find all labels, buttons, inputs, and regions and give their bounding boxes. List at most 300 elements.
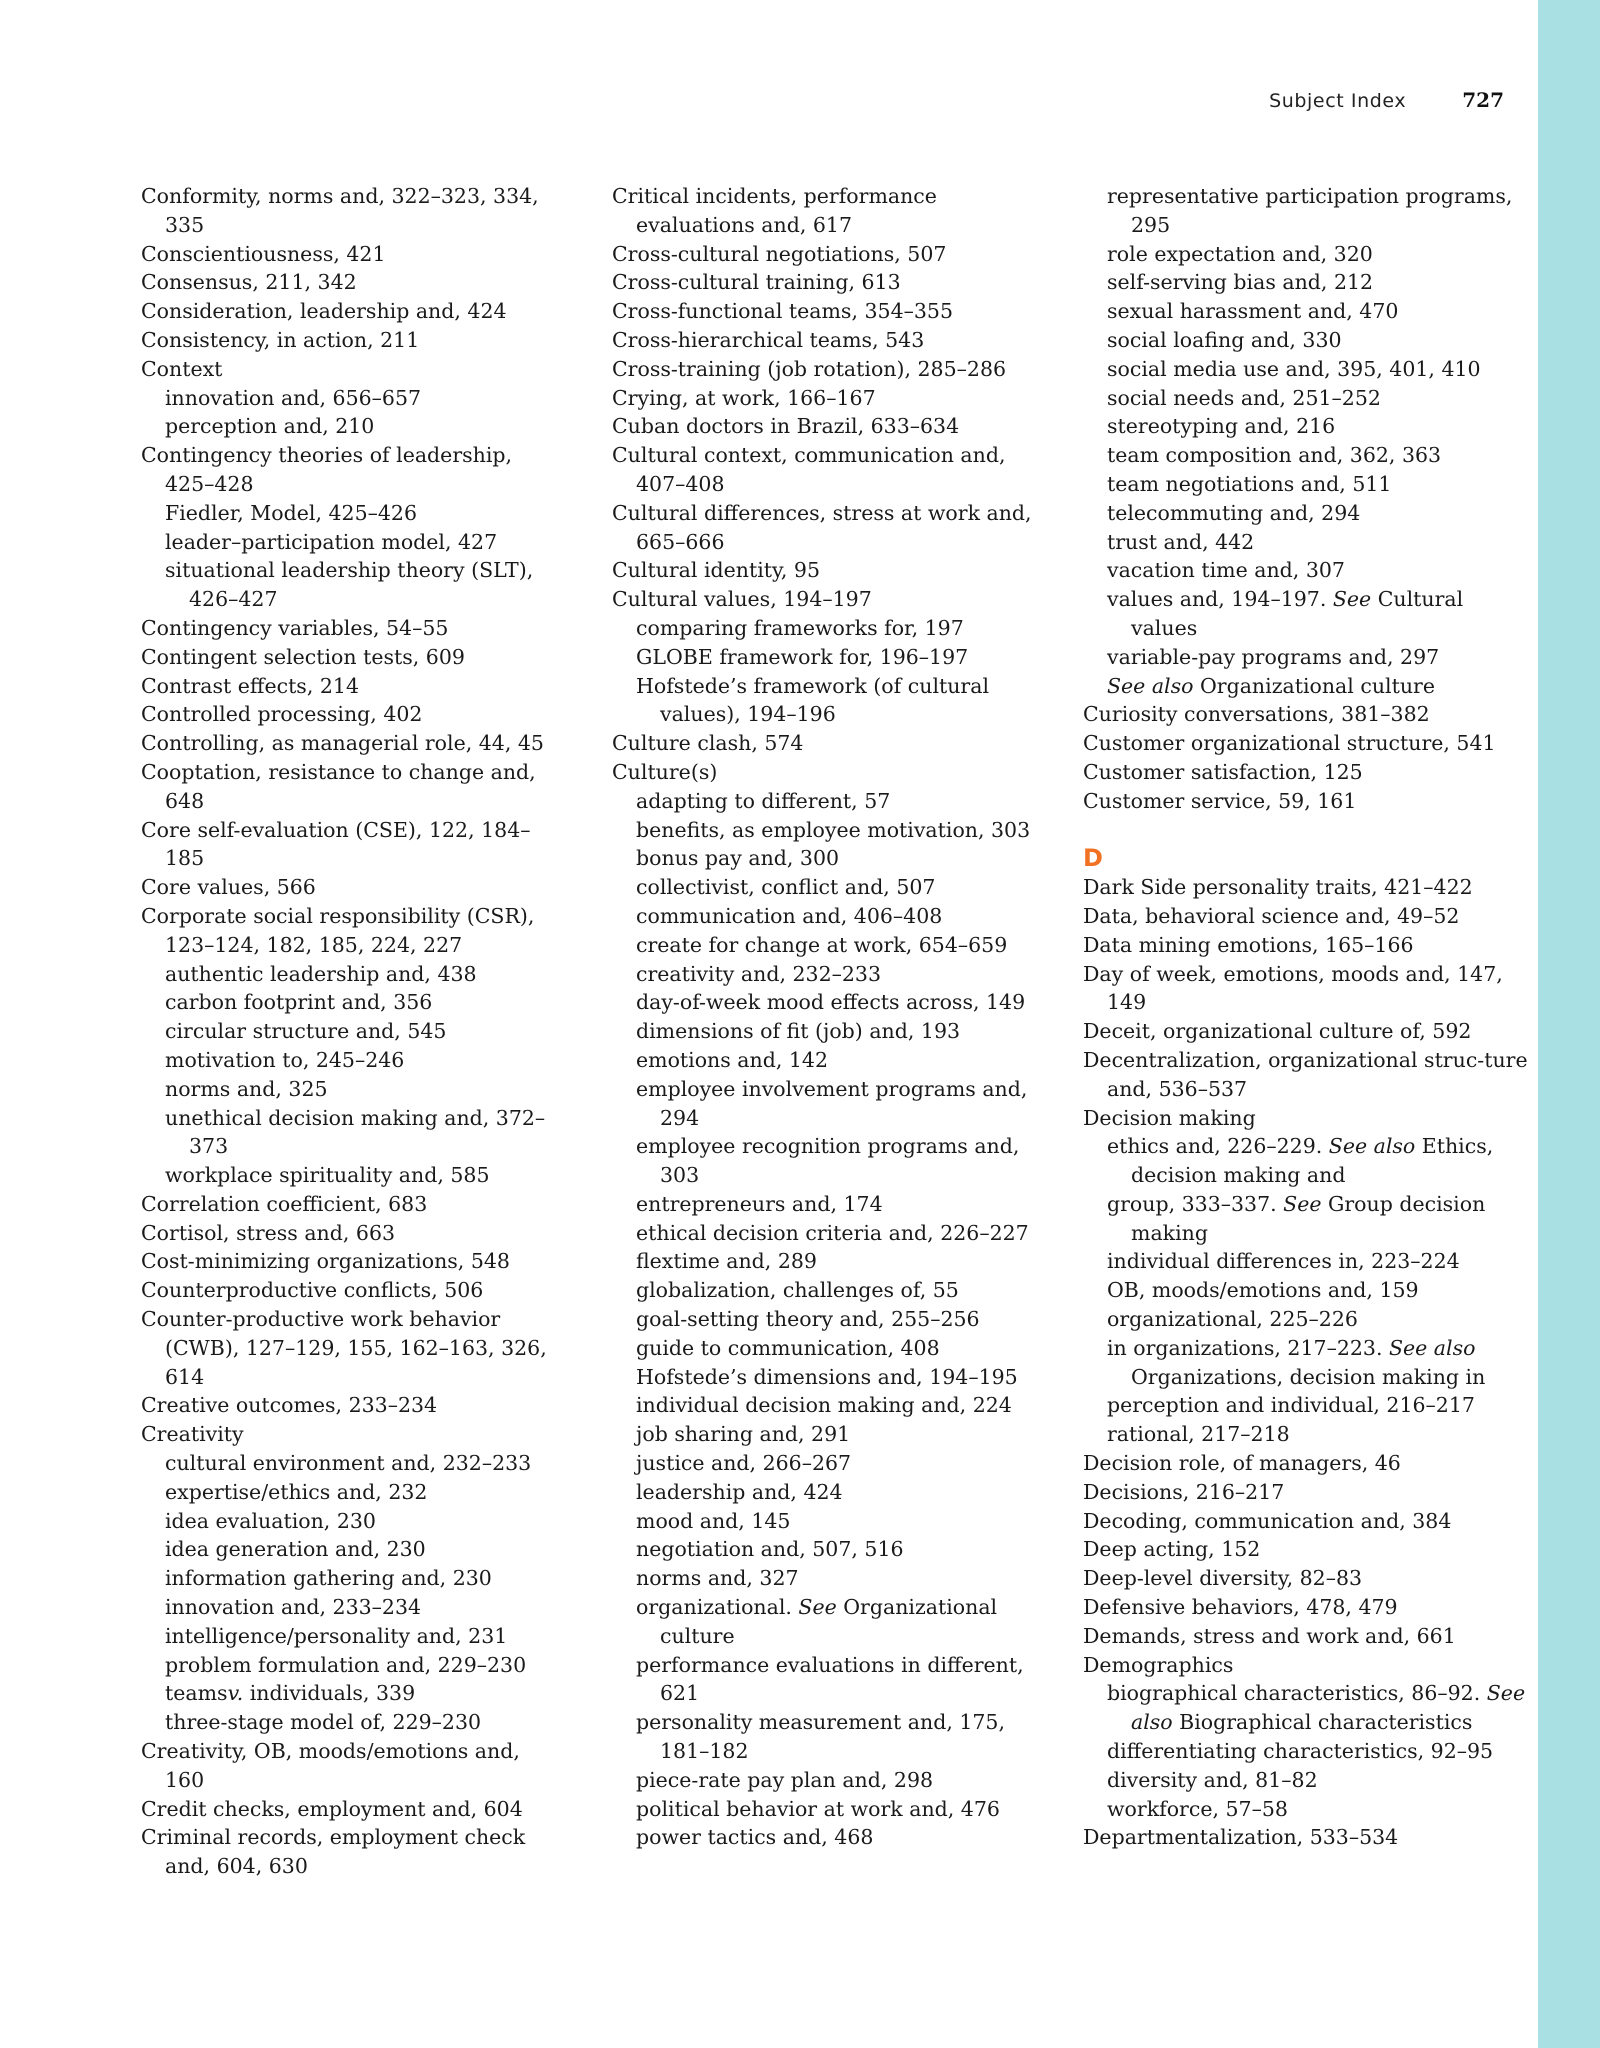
index-subentry <box>1083 240 1528 269</box>
index-subentry <box>612 1276 1047 1305</box>
entry-text: Culture clash, 574 <box>612 731 804 756</box>
index-entry <box>1083 1507 1528 1536</box>
index-entry <box>612 441 1047 499</box>
entry-text: Demographics <box>1083 1652 1234 1677</box>
entry-text: Conscientiousness, 421 <box>141 241 386 266</box>
index-subentry <box>612 1535 1047 1564</box>
index-subentry <box>612 844 1047 873</box>
index-subentry <box>141 988 561 1017</box>
index-subentry <box>1083 1305 1528 1334</box>
entry-text: ethical decision criteria and, 226–227 <box>636 1220 1029 1245</box>
entry-text: Cross-cultural training, 613 <box>612 270 901 295</box>
entry-text: bonus pay and, 300 <box>636 846 840 871</box>
entry-text: individual decision making and, 224 <box>636 1393 1012 1418</box>
entry-text: Cultural identity, 95 <box>612 558 821 583</box>
entry-text: stereotyping and, 216 <box>1107 414 1336 439</box>
entry-text: Hofstede’s dimensions and, 194–195 <box>636 1364 1018 1389</box>
index-subentry <box>612 787 1047 816</box>
entry-text: Customer satisfaction, 125 <box>1083 759 1363 784</box>
index-entry <box>141 355 561 384</box>
index-subentry <box>141 960 561 989</box>
index-entry <box>612 758 1047 787</box>
index-subentry <box>612 1363 1047 1392</box>
index-subentry <box>1083 1190 1528 1248</box>
index-entry <box>141 729 561 758</box>
index-entry <box>612 556 1047 585</box>
entry-text: norms and, 327 <box>636 1566 799 1591</box>
index-subentry <box>612 1017 1047 1046</box>
entry-text: Controlling, as managerial role, 44, 45 <box>141 731 544 756</box>
entry-text: circular structure and, 545 <box>165 1019 447 1044</box>
entry-text: three-stage model of, 229–230 <box>165 1710 482 1735</box>
index-entry <box>141 643 561 672</box>
entry-text: leader–participation model, 427 <box>165 529 498 554</box>
index-subentry <box>612 1795 1047 1824</box>
index-subentry <box>612 902 1047 931</box>
index-subentry <box>141 1593 561 1622</box>
index-subentry <box>612 1305 1047 1334</box>
entry-text: Deep acting, 152 <box>1083 1537 1261 1562</box>
index-subentry <box>612 1766 1047 1795</box>
index-subentry <box>1083 326 1528 355</box>
index-subentry <box>612 816 1047 845</box>
entry-text: Cooptation, resistance to change and, 648 <box>141 759 536 813</box>
index-subentry <box>141 1507 561 1536</box>
index-subentry <box>1083 441 1528 470</box>
entry-text: Day of week, emotions, moods and, 147, 149 <box>1083 961 1503 1015</box>
index-subentry <box>612 1334 1047 1363</box>
index-entry <box>1083 1823 1528 1852</box>
index-column-3 <box>1083 182 1528 1852</box>
entry-text: justice and, 266–267 <box>636 1451 852 1476</box>
index-entry <box>141 1737 561 1795</box>
index-subentry <box>612 1132 1047 1190</box>
entry-text: social needs and, 251–252 <box>1107 385 1381 410</box>
index-subentry <box>612 1247 1047 1276</box>
index-entry <box>1083 873 1528 902</box>
entry-text: rational, 217–218 <box>1107 1422 1290 1447</box>
index-entry <box>612 182 1047 240</box>
index-subentry <box>1083 556 1528 585</box>
entry-text: GLOBE framework for, 196–197 <box>636 644 969 669</box>
index-subentry <box>612 1478 1047 1507</box>
entry-text: vacation time and, 307 <box>1107 558 1345 583</box>
index-subentry <box>612 1420 1047 1449</box>
entry-text: Dark Side personality traits, 421–422 <box>1083 875 1473 900</box>
entry-text: piece-rate pay plan and, 298 <box>636 1767 934 1792</box>
entry-text: values and, 194–197. <box>1107 587 1333 612</box>
entry-text: Core values, 566 <box>141 875 316 900</box>
index-entry <box>141 297 561 326</box>
entry-text: individual differences in, 223–224 <box>1107 1249 1460 1274</box>
entry-text: Corporate social responsibility (CSR), 123–124, 182, 185, 224, 227 <box>141 903 535 957</box>
index-entry <box>1083 1535 1528 1564</box>
entry-text: Creativity <box>141 1422 244 1447</box>
index-subentry <box>1083 384 1528 413</box>
entry-text: sexual harassment and, 470 <box>1107 299 1399 324</box>
index-subentry <box>612 1075 1047 1133</box>
index-entry <box>1083 1651 1528 1680</box>
index-entry <box>1083 1622 1528 1651</box>
entry-text: Cultural differences, stress at work and, 665–666 <box>612 500 1032 554</box>
index-subentry <box>612 1708 1047 1766</box>
entry-text: Correlation coefficient, 683 <box>141 1191 428 1216</box>
entry-text: Counterproductive conflicts, 506 <box>141 1278 484 1303</box>
cross-reference-label: See <box>1283 1191 1322 1216</box>
entry-text: problem formulation and, 229–230 <box>165 1652 527 1677</box>
index-subentry <box>141 1449 561 1478</box>
index-subentry <box>1083 672 1528 701</box>
index-subentry <box>1083 355 1528 384</box>
entry-text: performance evaluations in different, 621 <box>636 1652 1024 1706</box>
index-entry <box>141 672 561 701</box>
index-entry <box>141 700 561 729</box>
index-subentry <box>141 1104 561 1162</box>
index-subentry <box>612 1593 1047 1651</box>
entry-text: Decisions, 216–217 <box>1083 1479 1285 1504</box>
entry-text: Consistency, in action, 211 <box>141 327 420 352</box>
index-subentry <box>141 1679 561 1708</box>
entry-text: Criminal records, employment check and, 604, 630 <box>141 1825 526 1879</box>
entry-text: expertise/ethics and, 232 <box>165 1479 428 1504</box>
index-subentry <box>141 412 561 441</box>
index-entry <box>612 729 1047 758</box>
index-subentry <box>612 1651 1047 1709</box>
entry-text: information gathering and, 230 <box>165 1566 492 1591</box>
index-entry <box>141 873 561 902</box>
cross-reference-target: Ethics, decision making and <box>1131 1134 1494 1188</box>
entry-text: representative participation programs, 295 <box>1107 184 1513 237</box>
cross-reference-target: Biographical characteristics <box>1172 1710 1473 1735</box>
entry-text: guide to communication, 408 <box>636 1335 940 1360</box>
running-head-section: Subject Index <box>1269 90 1407 112</box>
entry-text: emotions and, 142 <box>636 1047 828 1072</box>
index-column-1 <box>141 182 561 1881</box>
entry-text: Curiosity conversations, 381–382 <box>1083 702 1430 727</box>
index-entry <box>1083 931 1528 960</box>
index-entry <box>141 1795 561 1824</box>
entry-text: telecommuting and, 294 <box>1107 500 1361 525</box>
index-subentry <box>141 1075 561 1104</box>
index-subentry <box>1083 1391 1528 1420</box>
index-subentry <box>141 1651 561 1680</box>
index-subentry <box>141 1622 561 1651</box>
index-entry <box>1083 1046 1528 1104</box>
index-entry <box>1083 1478 1528 1507</box>
entry-text: organizational, 225–226 <box>1107 1307 1358 1332</box>
index-subentry <box>141 1564 561 1593</box>
index-subentry <box>1083 182 1528 240</box>
index-entry <box>612 384 1047 413</box>
index-subentry <box>612 1046 1047 1075</box>
index-subentry <box>141 384 561 413</box>
entry-text: Data, behavioral science and, 49–52 <box>1083 903 1460 928</box>
entry-text: Credit checks, employment and, 604 <box>141 1796 523 1821</box>
entry-text: Consideration, leadership and, 424 <box>141 299 507 324</box>
index-entry <box>1083 902 1528 931</box>
index-subentry <box>141 1708 561 1737</box>
entry-text: teams <box>165 1681 228 1706</box>
entry-text: globalization, challenges of, 55 <box>636 1278 959 1303</box>
index-entry <box>141 1276 561 1305</box>
entry-text: in organizations, 217–223. <box>1107 1335 1389 1360</box>
entry-text: role expectation and, 320 <box>1107 241 1373 266</box>
entry-text: Cortisol, stress and, 663 <box>141 1220 396 1245</box>
entry-text: Decision making <box>1083 1105 1256 1130</box>
entry-text: situational leadership theory (SLT), 426–427 <box>165 558 534 612</box>
index-subentry <box>1083 1420 1528 1449</box>
entry-text: norms and, 325 <box>165 1076 328 1101</box>
index-subentry <box>1083 643 1528 672</box>
cross-reference-label: See <box>798 1595 837 1620</box>
index-entry <box>1083 1564 1528 1593</box>
entry-text: Contingent selection tests, 609 <box>141 644 465 669</box>
index-entry <box>1083 1593 1528 1622</box>
index-entry <box>141 268 561 297</box>
index-subentry <box>1083 585 1528 643</box>
index-subentry <box>612 931 1047 960</box>
entry-text: team negotiations and, 511 <box>1107 471 1392 496</box>
entry-text: Cross-functional teams, 354–355 <box>612 299 953 324</box>
entry-text: Context <box>141 356 223 381</box>
index-subentry <box>612 1190 1047 1219</box>
entry-text: day-of-week mood effects across, 149 <box>636 990 1026 1015</box>
entry-text: create for change at work, 654–659 <box>636 932 1008 957</box>
index-entry <box>141 182 561 240</box>
entry-text: workforce, 57–58 <box>1107 1796 1288 1821</box>
index-subentry <box>1083 268 1528 297</box>
cross-reference-target: Cultural values <box>1131 587 1464 640</box>
cross-reference-label: See also <box>1107 673 1194 698</box>
index-subentry <box>1083 1795 1528 1824</box>
entry-text: social loafing and, 330 <box>1107 327 1342 352</box>
index-subentry <box>1083 1766 1528 1795</box>
entry-text: Deep-level diversity, 82–83 <box>1083 1566 1363 1591</box>
cross-reference-label: See also <box>1131 1681 1526 1735</box>
index-subentry <box>1083 1276 1528 1305</box>
index-subentry <box>141 1017 561 1046</box>
entry-text: Core self-evaluation (CSE), 122, 184–185 <box>141 817 531 871</box>
cross-reference-label: See also <box>1328 1134 1416 1159</box>
index-entry <box>141 326 561 355</box>
entry-text: Conformity, norms and, 322–323, 334, 335 <box>141 184 539 237</box>
entry-text: Creativity, OB, moods/emotions and, 160 <box>141 1739 520 1792</box>
index-subentry <box>1083 1334 1528 1392</box>
entry-text: Demands, stress and work and, 661 <box>1083 1623 1456 1648</box>
index-subentry <box>612 1219 1047 1248</box>
entry-text: flextime and, 289 <box>636 1249 817 1274</box>
entry-text: Cultural values, 194–197 <box>612 587 872 612</box>
index-entry <box>141 1305 561 1391</box>
entry-text: perception and, 210 <box>165 414 375 439</box>
index-entry <box>612 268 1047 297</box>
entry-text: entrepreneurs and, 174 <box>636 1191 883 1216</box>
index-subentry <box>612 1507 1047 1536</box>
index-entry <box>612 412 1047 441</box>
index-entry <box>612 297 1047 326</box>
index-entry <box>141 1391 561 1420</box>
index-entry <box>141 441 561 499</box>
entry-text: Creative outcomes, 233–234 <box>141 1393 438 1418</box>
entry-text: Decoding, communication and, 384 <box>1083 1508 1452 1533</box>
cross-reference-target: Group decision making <box>1131 1191 1486 1245</box>
index-entry <box>141 240 561 269</box>
entry-text: personality measurement and, 175, 181–182 <box>636 1710 1005 1764</box>
entry-text: employee recognition programs and, 303 <box>636 1134 1020 1188</box>
letter-heading: D <box>1083 844 1103 873</box>
entry-text: trust and, 442 <box>1107 529 1255 554</box>
entry-text: motivation to, 245–246 <box>165 1047 405 1072</box>
entry-text: differentiating characteristics, 92–95 <box>1107 1739 1494 1764</box>
entry-text: idea evaluation, 230 <box>165 1508 376 1533</box>
entry-text: collectivist, conflict and, 507 <box>636 875 936 900</box>
index-entry <box>1083 729 1528 758</box>
entry-text: ethics and, 226–229. <box>1107 1134 1329 1159</box>
index-entry <box>141 614 561 643</box>
entry-text: self-serving bias and, 212 <box>1107 270 1374 295</box>
index-entry <box>141 1190 561 1219</box>
entry-text: Cross-training (job rotation), 285–286 <box>612 356 1007 381</box>
index-entry <box>141 816 561 874</box>
entry-text: adapting to different, 57 <box>636 788 891 813</box>
entry-text: Cultural context, communication and, 407–408 <box>612 443 1006 496</box>
index-subentry <box>612 614 1047 643</box>
entry-text: goal-setting theory and, 255–256 <box>636 1307 980 1332</box>
entry-text: Contingency theories of leadership, 425–428 <box>141 443 513 496</box>
cross-reference-label: v. <box>227 1681 244 1706</box>
index-entry <box>1083 1017 1528 1046</box>
index-subentry <box>612 873 1047 902</box>
index-subentry <box>1083 1737 1528 1766</box>
entry-text: political behavior at work and, 476 <box>636 1796 1000 1821</box>
entry-text: Defensive behaviors, 478, 479 <box>1083 1595 1398 1620</box>
entry-text: workplace spirituality and, 585 <box>165 1163 490 1188</box>
index-entry <box>141 1823 561 1881</box>
entry-text: Cross-hierarchical teams, 543 <box>612 327 925 352</box>
cross-reference-target: Organizational culture <box>1193 673 1435 698</box>
entry-text: Critical incidents, performance evaluations and, 617 <box>612 184 937 237</box>
index-entry <box>1083 960 1528 1018</box>
index-subentry <box>612 960 1047 989</box>
index-subentry <box>1083 412 1528 441</box>
entry-text: creativity and, 232–233 <box>636 961 881 986</box>
entry-text: mood and, 145 <box>636 1508 791 1533</box>
index-entry <box>612 240 1047 269</box>
entry-text: Crying, at work, 166–167 <box>612 385 876 410</box>
entry-text: intelligence/personality and, 231 <box>165 1623 508 1648</box>
index-subentry <box>141 1535 561 1564</box>
entry-text: Decentralization, organizational struc-ture and, 536–537 <box>1083 1047 1528 1101</box>
index-subentry <box>1083 1247 1528 1276</box>
index-subentry <box>612 988 1047 1017</box>
entry-text: Contrast effects, 214 <box>141 673 359 698</box>
index-subentry <box>1083 1679 1528 1737</box>
entry-text: negotiation and, 507, 516 <box>636 1537 904 1562</box>
entry-text: Data mining emotions, 165–166 <box>1083 932 1414 957</box>
entry-text: Fiedler, Model, 425–426 <box>165 500 417 525</box>
entry-text: Counter-productive work behavior (CWB), 127–129, 155, 162–163, 326, 614 <box>141 1307 547 1389</box>
index-subentry <box>141 1161 561 1190</box>
entry-text: Consensus, 211, 342 <box>141 270 357 295</box>
index-entry <box>1083 700 1528 729</box>
index-subentry <box>612 1391 1047 1420</box>
running-head <box>1269 88 1504 118</box>
index-subentry <box>141 1478 561 1507</box>
index-subentry <box>141 1046 561 1075</box>
cross-reference-target: Organizational culture <box>660 1595 998 1648</box>
entry-text: Decision role, of managers, 46 <box>1083 1451 1401 1476</box>
entry-text: benefits, as employee motivation, 303 <box>636 817 1031 842</box>
index-subentry <box>1083 470 1528 499</box>
index-subentry <box>612 643 1047 672</box>
index-column-2 <box>612 182 1047 1852</box>
entry-text: biographical characteristics, 86–92. <box>1107 1681 1487 1706</box>
index-entry <box>141 1219 561 1248</box>
index-subentry <box>612 1449 1047 1478</box>
index-entry <box>141 1247 561 1276</box>
entry-text: Cross-cultural negotiations, 507 <box>612 241 947 266</box>
entry-text: team composition and, 362, 363 <box>1107 443 1442 468</box>
index-subentry <box>1083 528 1528 557</box>
index-subentry <box>141 556 561 614</box>
entry-text: organizational. <box>636 1595 799 1620</box>
entry-text: Controlled processing, 402 <box>141 702 423 727</box>
entry-text: carbon footprint and, 356 <box>165 990 433 1015</box>
index-subentry <box>1083 499 1528 528</box>
index-entry <box>1083 758 1528 787</box>
cross-reference-target: individuals, 339 <box>243 1681 416 1706</box>
entry-text: Cuban doctors in Brazil, 633–634 <box>612 414 960 439</box>
index-entry <box>612 355 1047 384</box>
index-entry <box>612 326 1047 355</box>
index-entry <box>1083 787 1528 816</box>
entry-text: idea generation and, 230 <box>165 1537 426 1562</box>
index-entry <box>141 758 561 816</box>
index-entry <box>141 902 561 960</box>
entry-text: cultural environment and, 232–233 <box>165 1451 532 1476</box>
entry-text: diversity and, 81–82 <box>1107 1767 1318 1792</box>
index-entry <box>1083 1449 1528 1478</box>
index-entry <box>1083 1104 1528 1133</box>
index-subentry <box>1083 297 1528 326</box>
cross-reference-label: See <box>1332 587 1372 612</box>
entry-text: Hofstede’s framework (of cultural values), 194–196 <box>636 673 990 727</box>
entry-text: perception and individual, 216–217 <box>1107 1393 1475 1418</box>
entry-text: group, 333–337. <box>1107 1191 1284 1216</box>
entry-text: Customer service, 59, 161 <box>1083 788 1357 813</box>
index-subentry <box>1083 1132 1528 1190</box>
entry-text: Contingency variables, 54–55 <box>141 615 449 640</box>
entry-text: unethical decision making and, 372–373 <box>165 1105 546 1159</box>
entry-text: power tactics and, 468 <box>636 1825 874 1850</box>
entry-text: Culture(s) <box>612 759 718 784</box>
entry-text: communication and, 406–408 <box>636 903 943 928</box>
index-entry <box>612 499 1047 557</box>
entry-text: OB, moods/emotions and, 159 <box>1107 1278 1419 1303</box>
index-subentry <box>141 528 561 557</box>
index-entry <box>612 585 1047 614</box>
cross-reference-target: Organizations, decision making in <box>1131 1364 1486 1389</box>
entry-text: social media use and, 395, 401, 410 <box>1107 356 1481 381</box>
entry-text: leadership and, 424 <box>636 1479 843 1504</box>
entry-text: dimensions of fit (job) and, 193 <box>636 1019 961 1044</box>
entry-text: comparing frameworks for, 197 <box>636 615 964 640</box>
page-number: 727 <box>1462 88 1504 112</box>
entry-text: innovation and, 656–657 <box>165 385 422 410</box>
entry-text: innovation and, 233–234 <box>165 1595 422 1620</box>
entry-text: authentic leadership and, 438 <box>165 961 477 986</box>
entry-text: employee involvement programs and, 294 <box>636 1076 1028 1130</box>
